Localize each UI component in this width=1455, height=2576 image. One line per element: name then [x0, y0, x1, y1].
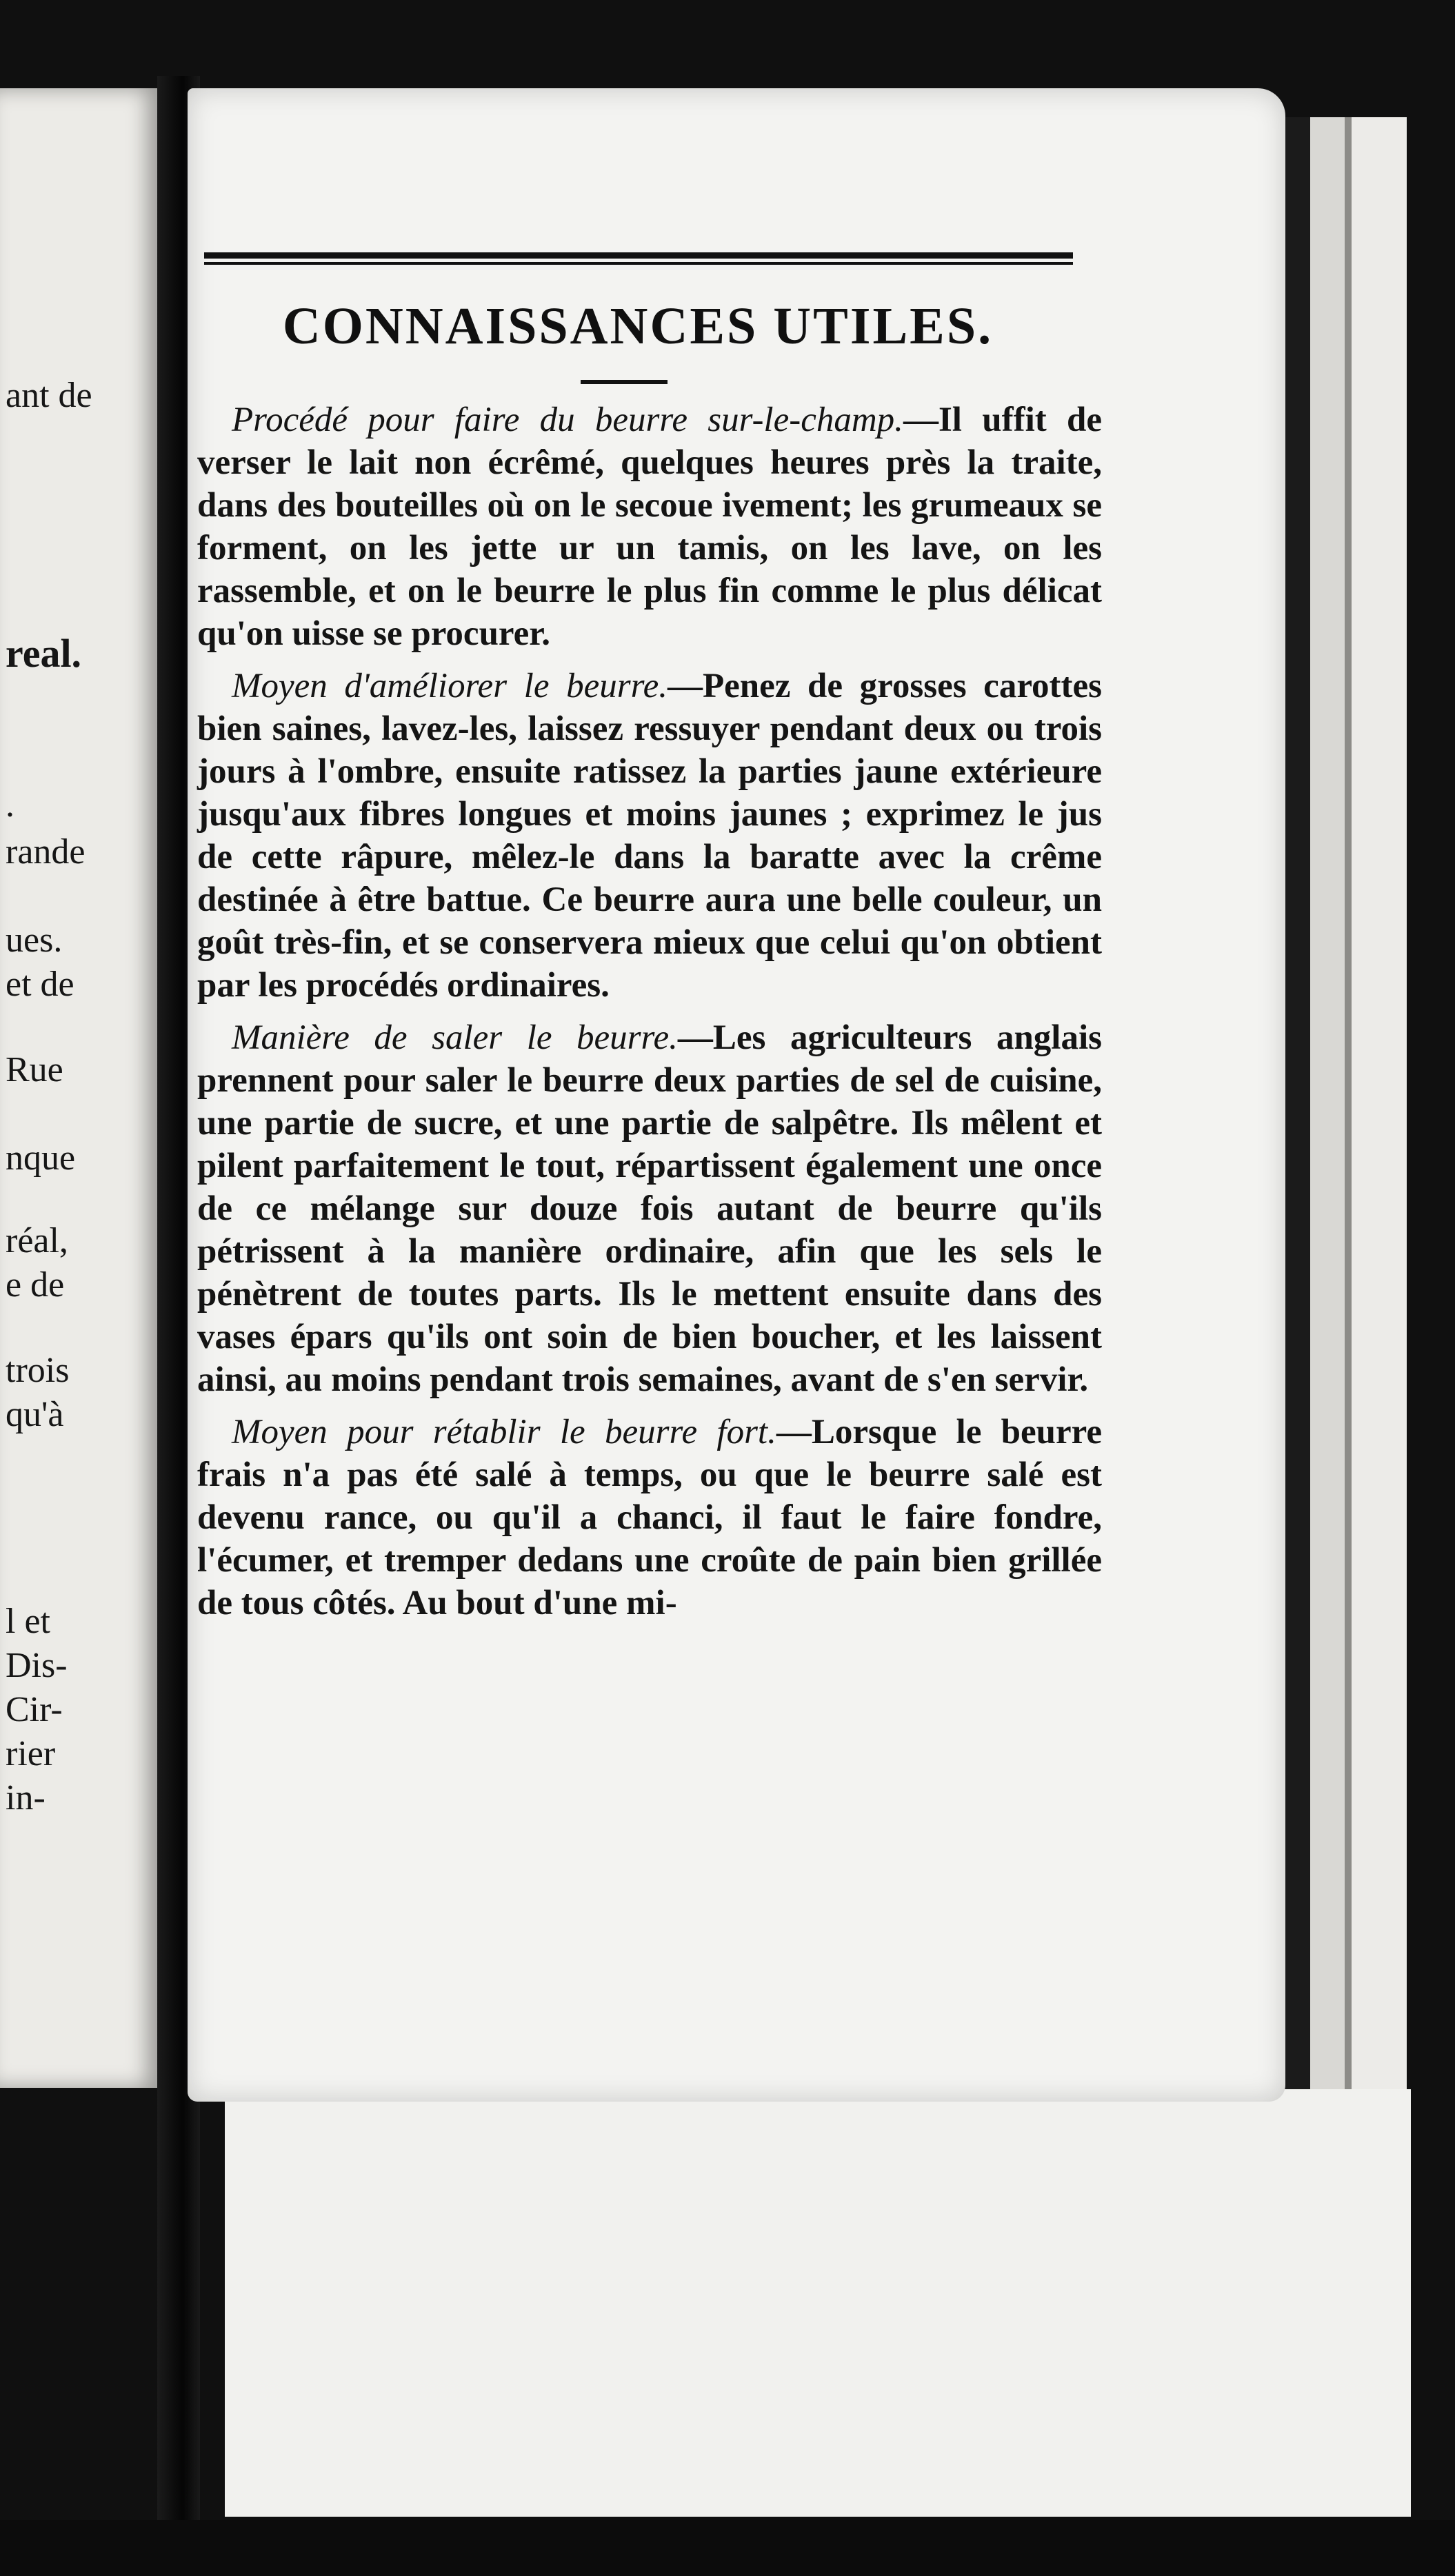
left-fragment: Rue [6, 1050, 63, 1089]
lower-sheet [225, 2089, 1411, 2517]
heading-rule [581, 380, 668, 384]
left-fragment: rande [6, 832, 86, 872]
paragraph-body: —Les agriculteurs anglais prennent pour saler le beurre deux parties de sel de cuisine, une partie de sucre, et une partie de salpêtre. Ils mêlent et pilent parfaitement le tout, répartissent également une once de ce mélange sur douze fois autant de beurre qu'ils pétrissent à la manière ordinaire, afin que les sels le pénètrent de toutes parts. Ils le mettent ensuite dans des vases épars qu'ils ont soin de bien boucher, et les laissent ainsi, au moins pendant trois semaines, avant de s'en servir. [197, 1018, 1102, 1399]
left-fragment: . [6, 785, 14, 825]
scan-border [0, 2520, 1455, 2576]
paragraph-lead: Moyen d'améliorer le beurre. [232, 667, 668, 705]
left-fragment: Dis- [6, 1646, 68, 1685]
left-fragment: l et [6, 1602, 50, 1641]
left-fragment: e de [6, 1265, 65, 1305]
left-fragment: et de [6, 965, 74, 1004]
top-rule [204, 252, 1073, 265]
page-heading: CONNAISSANCES UTILES. [282, 297, 994, 355]
paragraph [197, 1411, 1102, 1624]
left-fragment: ues. [6, 920, 63, 960]
left-fragment: in- [6, 1778, 46, 1818]
article-body [197, 399, 1102, 1634]
left-fragment: réal, [6, 1221, 68, 1260]
left-fragment: qu'à [6, 1395, 64, 1434]
left-fragment: real. [6, 631, 82, 676]
left-fragment: nque [6, 1138, 76, 1178]
paragraph-lead: Moyen pour rétablir le beurre fort. [232, 1413, 776, 1451]
paragraph-body: —Penez de grosses carottes bien saines, lavez-les, laissez ressuyer pendant deux ou trois jours à l'ombre, ensuite ratissez la parties jaune extérieure jusqu'aux fibres longues et moins jaunes ; exprimez le jus de cette râpure, mêlez-le dans la baratte avec la crême destinée à être battue. Ce beurre aura une belle couleur, un goût très-fin, et se conservera mieux que celui qu'on obtient par les procédés ordinaires. [197, 667, 1102, 1005]
left-fragment: trois [6, 1351, 70, 1390]
paragraph-lead: Manière de saler le beurre. [232, 1018, 678, 1057]
left-fragment: rier [6, 1734, 56, 1773]
paragraph [197, 1016, 1102, 1401]
paragraph [197, 399, 1102, 655]
paragraph [197, 665, 1102, 1007]
paragraph-body: —Lorsque le beurre frais n'a pas été salé à temps, ou que le beurre salé est devenu rance, ou qu'il a chanci, il faut le faire fondre, l'écumer, et tremper dedans une croûte de pain bien grillée de tous côtés. Au bout d'une mi- [197, 1413, 1102, 1622]
left-fragment: Cir- [6, 1690, 63, 1729]
left-fragment: ant de [6, 376, 92, 415]
paragraph-body: —Il uffit de verser le lait non écrêmé, quelques heures près la traite, dans des bouteilles où on le secoue ivement; les grumeaux se forment, on les jette ur un tamis, on les lave, on les rassemble, et on le beurre le plus fin comme le plus délicat qu'on uisse se procurer. [197, 401, 1102, 653]
paragraph-lead: Procédé pour faire du beurre sur-le-champ. [232, 401, 903, 439]
